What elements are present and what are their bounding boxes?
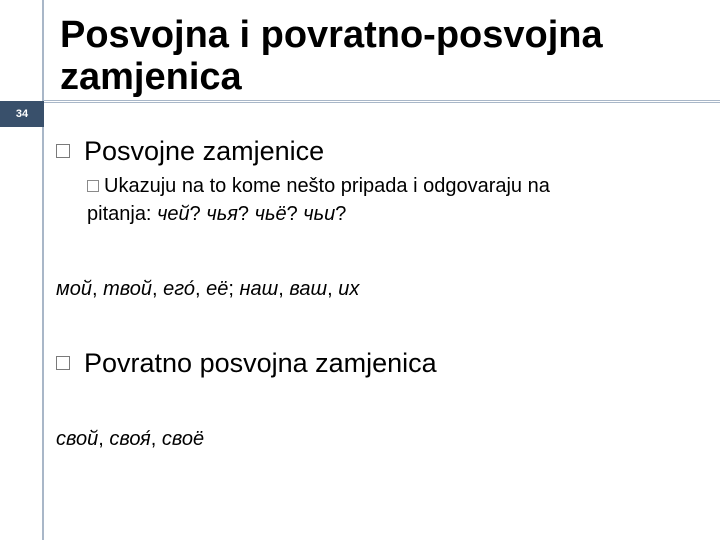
slide-number: 34 [0,101,44,127]
separator: , [195,278,207,300]
pronoun-word: ваш [289,278,328,300]
pronoun-word: её [206,278,229,300]
square-bullet-icon [56,144,70,158]
separator: , [91,278,104,300]
left-sidebar-bar [0,0,44,540]
possessive-pronoun-examples [56,276,359,302]
question-word: чья [206,203,238,225]
bullet-item-posvojne [56,135,324,167]
pronoun-word: твой [103,278,152,300]
slide-title: Posvojna i povratno-posvojna zamjenica [60,14,603,98]
separator: , [327,278,339,300]
sub-bullet-item [87,172,687,228]
separator: , [150,428,162,450]
separator: , [152,278,164,300]
pronoun-word: свой [56,428,99,450]
pronoun-word: своя́ [109,428,151,450]
question-mark: ? [286,203,298,225]
question-word: чей [157,203,190,225]
reflexive-pronoun-examples [56,426,204,452]
sub-bullet-line-2 [87,200,550,228]
bullet-item-povratno [56,347,437,379]
pronoun-word: его́ [163,278,196,300]
pronoun-word: своё [161,428,205,450]
separator: ; [228,278,234,300]
bullet-text: Povratno posvojna zamjenica [84,348,437,378]
question-mark: ? [237,203,250,225]
question-mark: ? [189,203,201,225]
questions-prefix: pitanja: [87,203,158,225]
square-bullet-icon [56,356,70,370]
sub-bullet-content [87,172,550,228]
title-divider [44,100,720,103]
pronoun-word: мой [56,278,92,300]
sub-bullet-line-1: Ukazuju na to kome nešto pripada i odgovaraju na [104,175,550,197]
separator: , [278,278,290,300]
question-word: чьё [254,203,287,225]
square-bullet-icon [87,180,99,192]
pronoun-word: их [338,278,360,300]
question-word: чьи [303,203,336,225]
pronoun-word: наш [239,278,279,300]
bullet-text: Posvojne zamjenice [84,136,325,166]
question-mark: ? [335,203,347,225]
separator: , [98,428,110,450]
